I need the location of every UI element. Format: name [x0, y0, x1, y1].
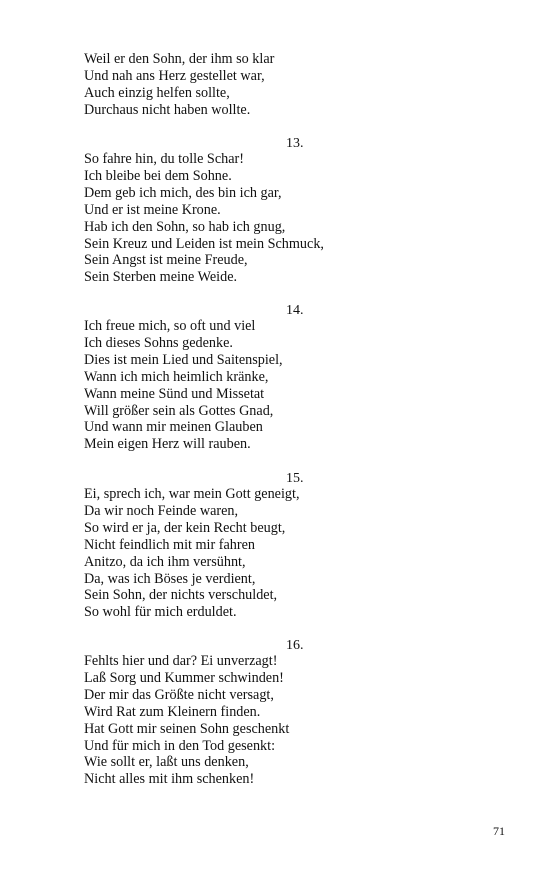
verse-line: Sein Kreuz und Leiden ist mein Schmuck, — [84, 235, 324, 252]
verse-line: Laß Sorg und Kummer schwinden! — [84, 669, 284, 686]
verse-line: Ich bleibe bei dem Sohne. — [84, 167, 232, 184]
verse-line: Sein Sterben meine Weide. — [84, 269, 238, 286]
verse-line: Wie sollt er, laßt uns denken, — [84, 754, 249, 771]
verse-line: Auch einzig helfen sollte, — [84, 84, 230, 101]
verse-line: Da, was ich Böses je verdient, — [84, 570, 256, 587]
stanza-number: 15. — [286, 471, 304, 486]
verse-line: Und wann mir meinen Glauben — [84, 419, 263, 436]
verse-line: Mein eigen Herz will rauben. — [84, 436, 251, 453]
verse-line: Ei, sprech ich, war mein Gott geneigt, — [84, 486, 300, 502]
stanza-12-continuation — [84, 51, 484, 119]
stanza-number: 13. — [286, 136, 304, 151]
stanza-14 — [84, 318, 484, 453]
verse-line: Fehlts hier und dar? Ei unverzagt! — [84, 653, 278, 669]
verse-line: Ich dieses Sohns gedenke. — [84, 334, 233, 351]
verse-line: Durchaus nicht haben wollte. — [84, 101, 251, 118]
stanza-number: 16. — [286, 638, 304, 653]
verse-line: Hat Gott mir seinen Sohn geschenkt — [84, 720, 290, 737]
verse-line: Hab ich den Sohn, so hab ich gnug, — [84, 218, 286, 235]
stanza-15 — [84, 486, 484, 621]
stanza-number: 14. — [286, 303, 304, 318]
page-number: 71 — [493, 824, 505, 838]
verse-line: Will größer sein als Gottes Gnad, — [84, 402, 274, 419]
verse-line: Da wir noch Feinde waren, — [84, 502, 239, 519]
verse-line: Nicht alles mit ihm schenken! — [84, 771, 255, 788]
verse-line: So wird er ja, der kein Recht beugt, — [84, 519, 286, 536]
verse-line: Und er ist meine Krone. — [84, 201, 221, 218]
verse-line: Ich freue mich, so oft und viel — [84, 318, 256, 334]
verse-line: Dem geb ich mich, des bin ich gar, — [84, 184, 282, 201]
verse-line: Sein Sohn, der nichts verschuldet, — [84, 587, 278, 604]
verse-line: Der mir das Größte nicht versagt, — [84, 686, 274, 703]
stanza-13 — [84, 151, 484, 286]
verse-line: Weil er den Sohn, der ihm so klar — [84, 51, 275, 67]
verse-line: So fahre hin, du tolle Schar! — [84, 151, 244, 167]
verse-line: Sein Angst ist meine Freude, — [84, 252, 248, 269]
verse-line: Nicht feindlich mit mir fahren — [84, 536, 255, 553]
verse-line: Dies ist mein Lied und Saitenspiel, — [84, 351, 283, 368]
verse-line: Anitzo, da ich ihm versühnt, — [84, 553, 246, 570]
verse-line: So wohl für mich erduldet. — [84, 604, 237, 621]
stanza-16 — [84, 653, 484, 788]
verse-line: Wird Rat zum Kleinern finden. — [84, 703, 261, 720]
verse-line: Und für mich in den Tod gesenkt: — [84, 737, 276, 754]
verse-line: Wann ich mich heimlich kränke, — [84, 368, 269, 385]
verse-line: Und nah ans Herz gestellet war, — [84, 67, 265, 84]
verse-line: Wann meine Sünd und Missetat — [84, 385, 265, 402]
